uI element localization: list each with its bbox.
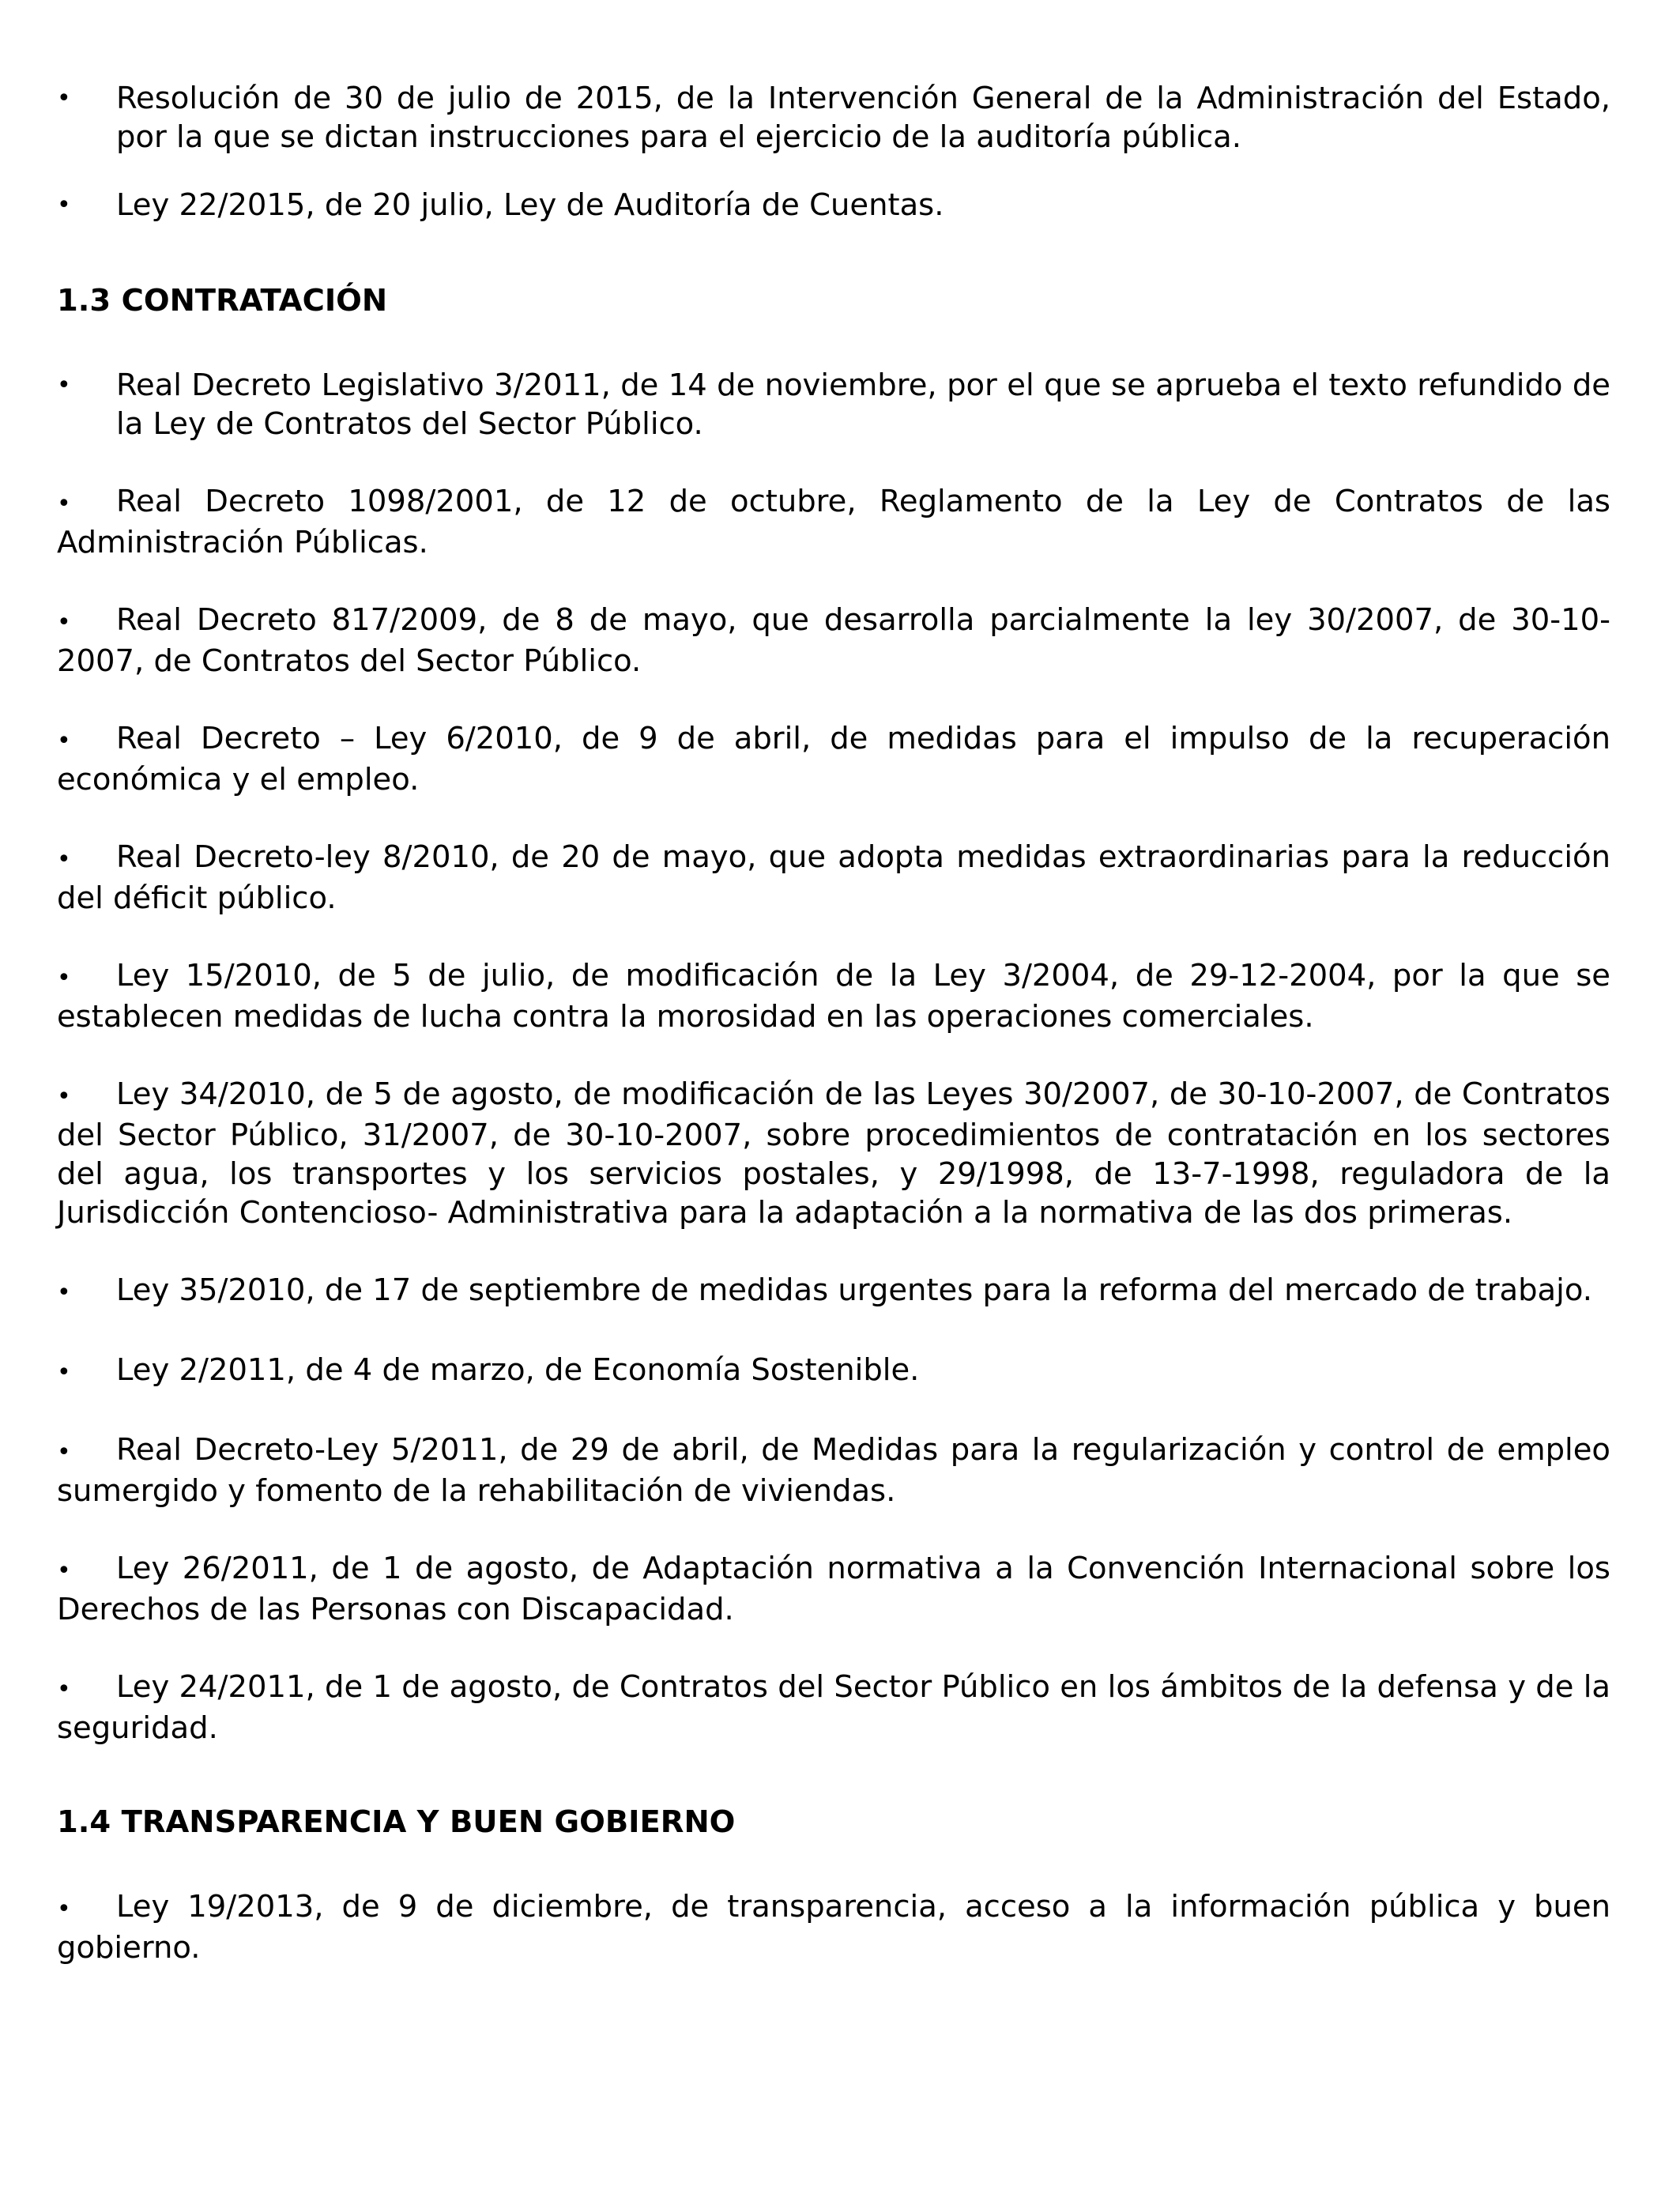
list-item-text: Real Decreto 817/2009, de 8 de mayo, que desarrolla parcialmente la ley 30/2007, de 30-10-2007, de Contratos del Sector Público.	[57, 602, 1610, 679]
list-item-text: Real Decreto – Ley 6/2010, de 9 de abril, de medidas para el impulso de la recuperación económica y el empleo.	[57, 721, 1610, 797]
list-item-text: Real Decreto-Ley 5/2011, de 29 de abril, de Medidas para la regularización y control de empleo sumergido y fomento de la rehabilitación de viviendas.	[57, 1432, 1610, 1509]
list-item	[57, 1887, 1610, 1967]
bullet-icon: •	[57, 1676, 71, 1703]
list-item	[57, 1075, 1610, 1232]
list-item	[57, 1549, 1610, 1629]
bullet-icon: •	[57, 1083, 71, 1110]
list-item-text: Ley 34/2010, de 5 de agosto, de modificación de las Leyes 30/2007, de 30-10-2007, de Contratos del Sector Público, 31/2007, de 30-10-2007, sobre procedimientos de contratación en los sectores del agua, los transportes y los servicios postales, y 29/1998, de 13-7-1998, reguladora de la Jurisdicción Contencioso- Administrativa para la adaptación a la normativa de las dos primeras.	[57, 1076, 1610, 1231]
list-item-text: Ley 19/2013, de 9 de diciembre, de transparencia, acceso a la información pública y buen gobierno.	[57, 1889, 1610, 1966]
list-item-text: Ley 22/2015, de 20 julio, Ley de Auditoría de Cuentas.	[116, 187, 944, 223]
list-item-text: Real Decreto-ley 8/2010, de 20 de mayo, que adopta medidas extraordinarias para la reducción del déficit público.	[57, 839, 1610, 916]
list-item	[57, 719, 1610, 799]
bullet-icon: •	[57, 1279, 71, 1306]
list-item	[57, 1431, 1610, 1510]
list-item: • Ley 22/2015, de 20 julio, Ley de Auditoría de Cuentas.	[57, 187, 944, 223]
bullet-icon: •	[57, 727, 71, 755]
list-item-text: Resolución de 30 de julio de 2015, de la Intervención General de la Administración del Estado, por la que se dictan instrucciones para el ejercicio de la auditoría pública.	[116, 81, 1610, 155]
list-item-text: Ley 2/2011, de 4 de marzo, de Economía Sostenible.	[116, 1352, 920, 1388]
list-item-text: Ley 26/2011, de 1 de agosto, de Adaptación normativa a la Convención Internacional sobre los Derechos de las Personas con Discapacidad.	[57, 1551, 1610, 1627]
document-page	[57, 79, 1610, 1967]
list-item-text: Real Decreto Legislativo 3/2011, de 14 de noviembre, por el que se aprueba el texto refundido de la Ley de Contratos del Sector Público.	[116, 368, 1610, 442]
list-item	[57, 601, 1610, 680]
list-item	[57, 1668, 1610, 1747]
bullet-icon: •	[57, 490, 71, 518]
list-item-text: Real Decreto 1098/2001, de 12 de octubre, Reglamento de la Ley de Contratos de las Administración Públicas.	[57, 484, 1610, 560]
section-heading: 1.3 CONTRATACIÓN	[57, 283, 388, 319]
list-item	[57, 1351, 1610, 1392]
list-item	[57, 956, 1610, 1036]
bullet-icon: •	[57, 846, 71, 873]
bullet-icon: •	[57, 1359, 71, 1386]
list-item	[57, 482, 1610, 562]
list-item	[57, 1271, 1610, 1312]
list-item	[57, 838, 1610, 918]
list-item: • Real Decreto Legislativo 3/2011, de 14 de noviembre, por el que se aprueba el texto refundido de la Ley de Contratos del Sector Público.	[57, 368, 1610, 442]
list-item-text: Ley 15/2010, de 5 de julio, de modificación de la Ley 3/2004, de 29-12-2004, por la que se establecen medidas de lucha contra la morosidad en las operaciones comerciales.	[57, 958, 1610, 1035]
bullet-icon: •	[57, 609, 71, 636]
section-heading: 1.4 TRANSPARENCIA Y BUEN GOBIERNO	[57, 1804, 736, 1840]
bullet-icon: •	[57, 1895, 71, 1923]
bullet-icon: •	[57, 1557, 71, 1585]
list-item: • Resolución de 30 de julio de 2015, de la Intervención General de la Administración del Estado, por la que se dictan instrucciones para el ejercicio de la auditoría pública.	[57, 81, 1610, 155]
list-item-text: Ley 35/2010, de 17 de septiembre de medidas urgentes para la reforma del mercado de trabajo.	[116, 1272, 1592, 1308]
bullet-icon: •	[57, 964, 71, 992]
list-item-text: Ley 24/2011, de 1 de agosto, de Contratos del Sector Público en los ámbitos de la defensa y de la seguridad.	[57, 1669, 1610, 1746]
bullet-icon: •	[57, 1438, 71, 1466]
